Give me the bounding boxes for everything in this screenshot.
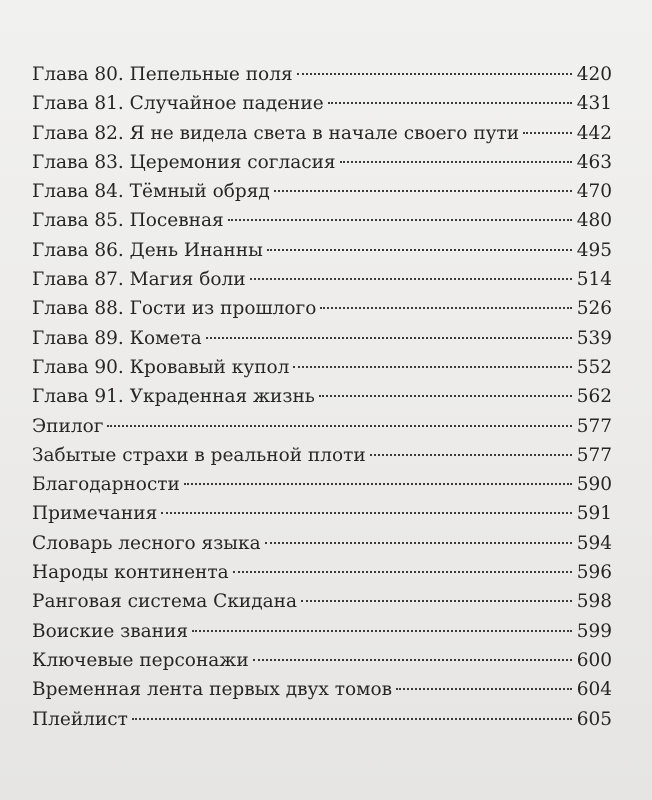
toc-entry[interactable] xyxy=(32,60,612,89)
toc-entry-page: 600 xyxy=(576,649,612,671)
toc-entry[interactable] xyxy=(32,324,612,353)
toc-entry-page: 604 xyxy=(576,679,612,701)
toc-entry-title: Примечания xyxy=(32,503,158,525)
toc-entry[interactable] xyxy=(32,177,612,206)
toc-entry-title: Забытые страхи в реальной плоти xyxy=(32,444,366,466)
dot-leader xyxy=(132,718,572,720)
dot-leader xyxy=(320,307,571,309)
dot-leader xyxy=(328,102,572,104)
toc-entry-title: Глава 90. Кровавый купол xyxy=(32,356,290,378)
toc-entry-page: 495 xyxy=(576,239,612,261)
toc-entry-title: Благодарности xyxy=(32,474,180,496)
toc-entry-page: 514 xyxy=(576,269,612,291)
dot-leader xyxy=(523,132,572,134)
toc-entry-title: Ключевые персонажи xyxy=(32,649,249,671)
dot-leader xyxy=(184,483,572,485)
toc-entry[interactable] xyxy=(32,558,612,587)
dot-leader xyxy=(274,190,572,192)
table-of-contents xyxy=(32,60,612,734)
toc-entry-page: 431 xyxy=(576,93,612,115)
toc-entry-title: Глава 82. Я не видела света в начале своего пути xyxy=(32,122,520,144)
toc-entry-page: 591 xyxy=(576,503,612,525)
toc-entry[interactable] xyxy=(32,206,612,235)
toc-entry-page: 442 xyxy=(576,122,612,144)
toc-entry-page: 596 xyxy=(576,562,612,584)
toc-entry-page: 463 xyxy=(576,151,612,173)
toc-entry-page: 552 xyxy=(576,356,612,378)
toc-entry-page: 599 xyxy=(576,620,612,642)
dot-leader xyxy=(265,542,572,544)
toc-entry-page: 539 xyxy=(576,327,612,349)
toc-entry-title: Глава 88. Гости из прошлого xyxy=(32,298,317,320)
dot-leader xyxy=(297,73,572,75)
toc-entry-title: Ранговая система Скидана xyxy=(32,591,297,613)
toc-entry[interactable] xyxy=(32,412,612,441)
toc-entry[interactable] xyxy=(32,353,612,382)
dot-leader xyxy=(253,659,572,661)
dot-leader xyxy=(319,395,572,397)
toc-entry-title: Глава 81. Случайное падение xyxy=(32,93,324,115)
toc-entry-page: 590 xyxy=(576,474,612,496)
toc-entry-page: 598 xyxy=(576,591,612,613)
toc-entry-page: 577 xyxy=(576,415,612,437)
toc-entry-page: 470 xyxy=(576,181,612,203)
toc-entry[interactable] xyxy=(32,705,612,734)
toc-entry[interactable] xyxy=(32,441,612,470)
toc-entry-page: 526 xyxy=(576,298,612,320)
toc-entry[interactable] xyxy=(32,529,612,558)
dot-leader xyxy=(233,571,572,573)
toc-entry-title: Глава 87. Магия боли xyxy=(32,269,246,291)
toc-entry-page: 594 xyxy=(576,532,612,554)
toc-entry[interactable] xyxy=(32,294,612,323)
toc-entry-page: 480 xyxy=(576,210,612,232)
toc-entry[interactable] xyxy=(32,617,612,646)
toc-entry[interactable] xyxy=(32,148,612,177)
dot-leader xyxy=(340,161,572,163)
dot-leader xyxy=(206,337,572,339)
dot-leader xyxy=(301,600,572,602)
toc-entry[interactable] xyxy=(32,470,612,499)
toc-entry-page: 420 xyxy=(576,64,612,85)
dot-leader xyxy=(267,249,572,251)
dot-leader xyxy=(396,688,572,690)
toc-entry[interactable] xyxy=(32,89,612,118)
toc-entry-title: Глава 91. Украденная жизнь xyxy=(32,386,315,408)
toc-entry[interactable] xyxy=(32,646,612,675)
dot-leader xyxy=(370,454,572,456)
dot-leader xyxy=(107,425,571,427)
toc-entry[interactable] xyxy=(32,119,612,148)
toc-entry-title: Глава 84. Тёмный обряд xyxy=(32,181,270,203)
toc-entry-title: Словарь лесного языка xyxy=(32,532,261,554)
toc-entry[interactable] xyxy=(32,587,612,616)
toc-entry-title: Глава 83. Церемония согласия xyxy=(32,151,336,173)
dot-leader xyxy=(161,512,571,514)
toc-entry[interactable] xyxy=(32,382,612,411)
toc-entry-title: Временная лента первых двух томов xyxy=(32,679,393,701)
toc-entry-page: 577 xyxy=(576,444,612,466)
toc-entry-title: Эпилог xyxy=(32,415,104,437)
dot-leader xyxy=(228,219,572,221)
toc-entry-page: 562 xyxy=(576,386,612,408)
toc-entry-title: Глава 89. Комета xyxy=(32,327,202,349)
toc-entry[interactable] xyxy=(32,675,612,704)
toc-entry-page: 605 xyxy=(576,708,612,730)
dot-leader xyxy=(192,630,572,632)
toc-entry[interactable] xyxy=(32,499,612,528)
toc-entry-title: Глава 80. Пепельные поля xyxy=(32,64,293,85)
toc-entry-title: Воиские звания xyxy=(32,620,189,642)
toc-entry-title: Народы континента xyxy=(32,562,229,584)
toc-entry-title: Плейлист xyxy=(32,708,128,730)
dot-leader xyxy=(293,366,571,368)
dot-leader xyxy=(250,278,572,280)
toc-entry-title: Глава 85. Посевная xyxy=(32,210,224,232)
toc-entry-title: Глава 86. День Инанны xyxy=(32,239,263,261)
toc-entry[interactable] xyxy=(32,236,612,265)
toc-entry[interactable] xyxy=(32,265,612,294)
